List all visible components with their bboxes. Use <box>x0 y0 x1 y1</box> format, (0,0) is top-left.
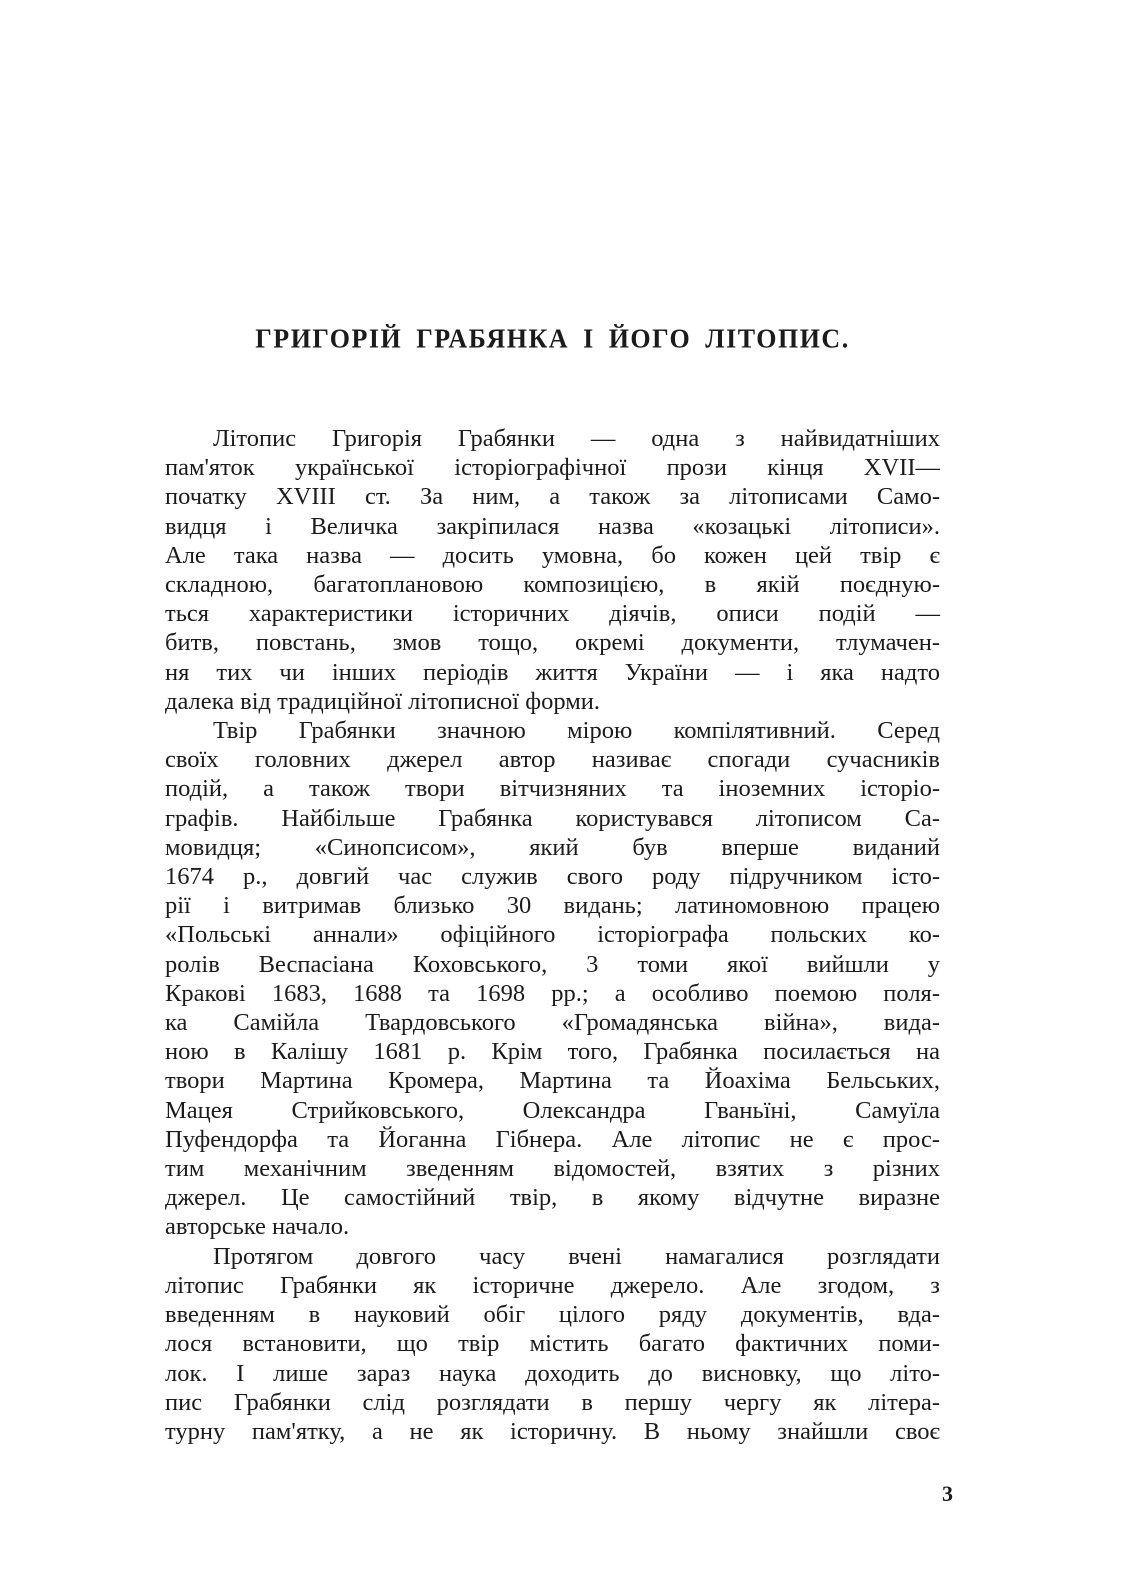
text-line: Пуфендорфа та Йоганна Гібнера. Але літопис не є прос- <box>165 1125 940 1153</box>
text-line: Твір Грабянки значною мірою компілятивний. Серед <box>213 717 940 745</box>
paragraph <box>165 1242 940 1446</box>
text-line: своїх головних джерел автор називає спогади сучасників <box>165 746 940 774</box>
text-line: ня тих чи інших періодів життя України — і яка надто <box>165 658 940 686</box>
text-line: складною, багатоплановою композицією, в якій поєдную- <box>165 571 940 599</box>
text-line: видця і Величка закріпилася назва «козацькі літописи». <box>165 512 940 540</box>
text-line: пис Грабянки слід розглядати в першу чергу як літера- <box>165 1388 940 1416</box>
text-line: турну пам'ятку, а не як історичну. В ньому знайшли своє <box>165 1417 940 1445</box>
text-line: пам'яток української історіографічної прози кінця XVII— <box>165 454 940 482</box>
text-line: ною в Калішу 1681 р. Крім того, Грабянка посилається на <box>165 1038 940 1066</box>
text-line: тим механічним зведенням відомостей, взятих з різних <box>165 1155 940 1183</box>
text-line: Протягом довгого часу вчені намагалися розглядати <box>213 1242 940 1270</box>
paragraph <box>165 716 940 1242</box>
text-line: введенням в науковий обіг цілого ряду документів, вда- <box>165 1301 940 1329</box>
text-line: початку XVIII ст. За ним, а також за літописами Само- <box>165 483 940 511</box>
body-text <box>165 424 940 1446</box>
text-line: «Польські аннали» офіційного історіографа польских ко- <box>165 921 940 949</box>
text-line: джерел. Це самостійний твір, в якому відчутне виразне <box>165 1184 940 1212</box>
paragraph <box>165 424 940 716</box>
text-line: літопис Грабянки як історичне джерело. Але згодом, з <box>165 1271 940 1299</box>
text-line: твори Мартина Кромера, Мартина та Йоахіма Бельських, <box>165 1067 940 1095</box>
text-line: Мацея Стрийковського, Олександра Гваньїні, Самуїла <box>165 1096 940 1124</box>
text-line: ролів Веспасіана Коховського, 3 томи якої вийшли у <box>165 950 940 978</box>
text-line: Літопис Григорія Грабянки — одна з найвидатніших <box>213 425 940 452</box>
page-title: ГРИГОРІЙ ГРАБЯНКА І ЙОГО ЛІТОПИС. <box>255 323 850 354</box>
text-line: ться характеристики історичних діячів, описи подій — <box>165 600 940 628</box>
text-line: Кракові 1683, 1688 та 1698 рр.; а особливо поемою поля- <box>165 979 940 1007</box>
text-line: мовидця; «Синопсисом», який був вперше виданий <box>165 833 940 861</box>
text-line: ка Самійла Твардовського «Громадянська війна», вида- <box>165 1009 940 1037</box>
text-line: рії і витримав близько 30 видань; латиномовною працею <box>165 892 940 920</box>
text-line: лося встановити, що твір містить багато фактичних поми- <box>165 1330 940 1358</box>
text-line: 1674 р., довгий час служив свого роду підручником істо- <box>165 863 940 891</box>
page-number: 3 <box>942 1481 953 1506</box>
text-line: подій, а також твори вітчизняних та іноземних історіо- <box>165 775 940 803</box>
text-line: Але така назва — досить умовна, бо кожен цей твір є <box>165 541 940 569</box>
text-line: битв, повстань, змов тощо, окремі документи, тлумачен- <box>165 629 940 657</box>
text-line: графів. Найбільше Грабянка користувався літописом Са- <box>165 804 940 832</box>
text-line: авторське начало. <box>165 1213 350 1241</box>
text-line: лок. І лише зараз наука доходить до висновку, що літо- <box>165 1359 940 1387</box>
text-line: далека від традиційної літописної форми. <box>165 687 600 715</box>
